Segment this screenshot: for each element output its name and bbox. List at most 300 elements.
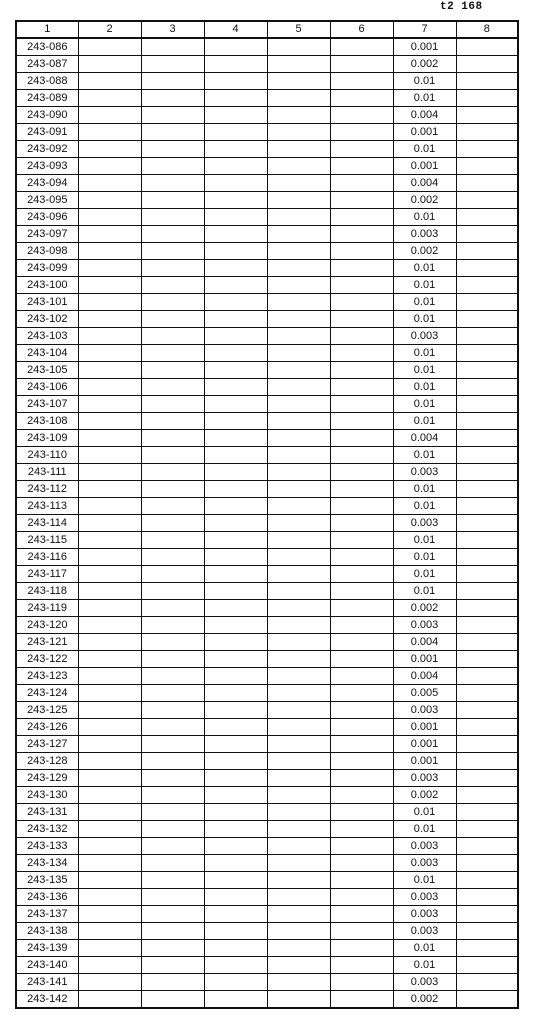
- empty-cell: [204, 430, 267, 447]
- table-row: [16, 651, 518, 668]
- table-row: [16, 124, 518, 141]
- empty-cell: [456, 940, 518, 957]
- table-row: [16, 294, 518, 311]
- empty-cell: [78, 855, 141, 872]
- row-id-cell: 243-088: [16, 73, 78, 90]
- empty-cell: [78, 549, 141, 566]
- empty-cell: [204, 838, 267, 855]
- empty-cell: [330, 481, 393, 498]
- row-id-cell: 243-139: [16, 940, 78, 957]
- empty-cell: [267, 549, 330, 566]
- row-value-cell: 0.01: [393, 957, 456, 974]
- table-row: [16, 566, 518, 583]
- row-value-cell: 0.001: [393, 124, 456, 141]
- empty-cell: [78, 396, 141, 413]
- empty-cell: [456, 685, 518, 702]
- empty-cell: [456, 957, 518, 974]
- empty-cell: [78, 498, 141, 515]
- empty-cell: [78, 209, 141, 226]
- empty-cell: [456, 753, 518, 770]
- row-value-cell: 0.002: [393, 243, 456, 260]
- empty-cell: [78, 719, 141, 736]
- empty-cell: [204, 107, 267, 124]
- table-row: [16, 753, 518, 770]
- empty-cell: [204, 583, 267, 600]
- row-value-cell: 0.004: [393, 668, 456, 685]
- table-row: [16, 447, 518, 464]
- empty-cell: [78, 651, 141, 668]
- empty-cell: [267, 532, 330, 549]
- empty-cell: [267, 651, 330, 668]
- empty-cell: [267, 804, 330, 821]
- row-value-cell: 0.01: [393, 277, 456, 294]
- empty-cell: [141, 124, 204, 141]
- empty-cell: [267, 90, 330, 107]
- empty-cell: [78, 838, 141, 855]
- empty-cell: [267, 379, 330, 396]
- empty-cell: [330, 294, 393, 311]
- empty-cell: [267, 226, 330, 243]
- row-value-cell: 0.002: [393, 56, 456, 73]
- header-row: [16, 21, 518, 38]
- table-row: [16, 430, 518, 447]
- empty-cell: [330, 974, 393, 991]
- empty-cell: [141, 294, 204, 311]
- empty-cell: [267, 770, 330, 787]
- empty-cell: [141, 396, 204, 413]
- empty-cell: [204, 90, 267, 107]
- table-row: [16, 600, 518, 617]
- empty-cell: [141, 957, 204, 974]
- row-value-cell: 0.01: [393, 209, 456, 226]
- row-id-cell: 243-114: [16, 515, 78, 532]
- empty-cell: [330, 209, 393, 226]
- empty-cell: [267, 702, 330, 719]
- row-value-cell: 0.003: [393, 617, 456, 634]
- empty-cell: [78, 294, 141, 311]
- empty-cell: [141, 872, 204, 889]
- empty-cell: [78, 430, 141, 447]
- row-id-cell: 243-086: [16, 38, 78, 56]
- empty-cell: [267, 311, 330, 328]
- empty-cell: [141, 583, 204, 600]
- row-id-cell: 243-137: [16, 906, 78, 923]
- empty-cell: [330, 107, 393, 124]
- empty-cell: [456, 107, 518, 124]
- empty-cell: [141, 107, 204, 124]
- empty-cell: [78, 158, 141, 175]
- empty-cell: [330, 413, 393, 430]
- row-id-cell: 243-112: [16, 481, 78, 498]
- empty-cell: [330, 515, 393, 532]
- table-row: [16, 379, 518, 396]
- table-row: [16, 73, 518, 90]
- column-header-4: 4: [204, 21, 267, 38]
- table-row: [16, 617, 518, 634]
- table-row: [16, 311, 518, 328]
- row-value-cell: 0.01: [393, 566, 456, 583]
- empty-cell: [330, 277, 393, 294]
- empty-cell: [78, 379, 141, 396]
- empty-cell: [330, 379, 393, 396]
- empty-cell: [141, 413, 204, 430]
- row-id-cell: 243-129: [16, 770, 78, 787]
- empty-cell: [204, 736, 267, 753]
- empty-cell: [456, 209, 518, 226]
- empty-cell: [267, 685, 330, 702]
- row-id-cell: 243-141: [16, 974, 78, 991]
- empty-cell: [141, 158, 204, 175]
- empty-cell: [456, 702, 518, 719]
- empty-cell: [204, 770, 267, 787]
- empty-cell: [267, 464, 330, 481]
- empty-cell: [456, 923, 518, 940]
- row-value-cell: 0.002: [393, 787, 456, 804]
- empty-cell: [204, 192, 267, 209]
- empty-cell: [204, 906, 267, 923]
- empty-cell: [456, 515, 518, 532]
- empty-cell: [267, 294, 330, 311]
- empty-cell: [78, 923, 141, 940]
- empty-cell: [204, 226, 267, 243]
- row-value-cell: 0.01: [393, 73, 456, 90]
- row-value-cell: 0.01: [393, 940, 456, 957]
- table-row: [16, 804, 518, 821]
- row-id-cell: 243-093: [16, 158, 78, 175]
- empty-cell: [204, 719, 267, 736]
- empty-cell: [141, 243, 204, 260]
- row-value-cell: 0.001: [393, 158, 456, 175]
- empty-cell: [204, 855, 267, 872]
- table-row: [16, 532, 518, 549]
- empty-cell: [78, 124, 141, 141]
- empty-cell: [456, 158, 518, 175]
- empty-cell: [204, 413, 267, 430]
- row-id-cell: 243-136: [16, 889, 78, 906]
- empty-cell: [267, 158, 330, 175]
- empty-cell: [267, 668, 330, 685]
- empty-cell: [204, 396, 267, 413]
- column-header-1: 1: [16, 21, 78, 38]
- column-header-2: 2: [78, 21, 141, 38]
- empty-cell: [456, 328, 518, 345]
- row-id-cell: 243-103: [16, 328, 78, 345]
- empty-cell: [141, 906, 204, 923]
- column-header-3: 3: [141, 21, 204, 38]
- empty-cell: [204, 566, 267, 583]
- empty-cell: [456, 192, 518, 209]
- empty-cell: [267, 430, 330, 447]
- table-row: [16, 38, 518, 56]
- table-row: [16, 549, 518, 566]
- row-id-cell: 243-117: [16, 566, 78, 583]
- table-row: [16, 56, 518, 73]
- table-row: [16, 277, 518, 294]
- table-row: [16, 838, 518, 855]
- empty-cell: [78, 940, 141, 957]
- empty-cell: [141, 787, 204, 804]
- empty-cell: [78, 90, 141, 107]
- row-id-cell: 243-100: [16, 277, 78, 294]
- empty-cell: [330, 464, 393, 481]
- table-row: [16, 872, 518, 889]
- table-row: [16, 906, 518, 923]
- empty-cell: [204, 362, 267, 379]
- empty-cell: [330, 617, 393, 634]
- empty-cell: [267, 107, 330, 124]
- empty-cell: [141, 702, 204, 719]
- empty-cell: [267, 838, 330, 855]
- empty-cell: [330, 685, 393, 702]
- empty-cell: [204, 991, 267, 1009]
- empty-cell: [456, 175, 518, 192]
- empty-cell: [330, 719, 393, 736]
- empty-cell: [78, 617, 141, 634]
- row-value-cell: 0.003: [393, 770, 456, 787]
- row-value-cell: 0.002: [393, 192, 456, 209]
- table-row: [16, 260, 518, 277]
- row-value-cell: 0.01: [393, 311, 456, 328]
- row-value-cell: 0.01: [393, 498, 456, 515]
- empty-cell: [204, 379, 267, 396]
- empty-cell: [330, 889, 393, 906]
- empty-cell: [204, 260, 267, 277]
- empty-cell: [456, 855, 518, 872]
- table-row: [16, 855, 518, 872]
- empty-cell: [204, 243, 267, 260]
- table-row: [16, 481, 518, 498]
- empty-cell: [78, 192, 141, 209]
- row-value-cell: 0.003: [393, 328, 456, 345]
- table-body: [16, 38, 518, 1008]
- table-row: [16, 634, 518, 651]
- table-row: [16, 396, 518, 413]
- table-row: [16, 413, 518, 430]
- empty-cell: [141, 532, 204, 549]
- row-value-cell: 0.004: [393, 634, 456, 651]
- empty-cell: [456, 498, 518, 515]
- row-value-cell: 0.01: [393, 413, 456, 430]
- empty-cell: [78, 73, 141, 90]
- row-id-cell: 243-091: [16, 124, 78, 141]
- empty-cell: [330, 260, 393, 277]
- empty-cell: [204, 141, 267, 158]
- empty-cell: [330, 736, 393, 753]
- row-value-cell: 0.004: [393, 175, 456, 192]
- row-id-cell: 243-118: [16, 583, 78, 600]
- column-header-8: 8: [456, 21, 518, 38]
- empty-cell: [141, 889, 204, 906]
- row-value-cell: 0.001: [393, 719, 456, 736]
- empty-cell: [204, 923, 267, 940]
- row-id-cell: 243-126: [16, 719, 78, 736]
- empty-cell: [267, 923, 330, 940]
- empty-cell: [456, 277, 518, 294]
- table-row: [16, 821, 518, 838]
- empty-cell: [141, 38, 204, 56]
- empty-cell: [204, 702, 267, 719]
- table-row: [16, 940, 518, 957]
- empty-cell: [267, 243, 330, 260]
- empty-cell: [267, 209, 330, 226]
- empty-cell: [267, 821, 330, 838]
- empty-cell: [78, 481, 141, 498]
- empty-cell: [330, 243, 393, 260]
- empty-cell: [204, 872, 267, 889]
- table-row: [16, 974, 518, 991]
- empty-cell: [204, 345, 267, 362]
- empty-cell: [330, 702, 393, 719]
- empty-cell: [141, 141, 204, 158]
- empty-cell: [267, 753, 330, 770]
- empty-cell: [330, 158, 393, 175]
- empty-cell: [330, 226, 393, 243]
- empty-cell: [141, 685, 204, 702]
- row-value-cell: 0.001: [393, 38, 456, 56]
- empty-cell: [456, 651, 518, 668]
- empty-cell: [330, 498, 393, 515]
- row-value-cell: 0.003: [393, 923, 456, 940]
- empty-cell: [267, 141, 330, 158]
- empty-cell: [330, 957, 393, 974]
- empty-cell: [456, 770, 518, 787]
- empty-cell: [78, 175, 141, 192]
- empty-cell: [204, 464, 267, 481]
- empty-cell: [456, 464, 518, 481]
- empty-cell: [78, 447, 141, 464]
- row-id-cell: 243-142: [16, 991, 78, 1009]
- table-row: [16, 923, 518, 940]
- empty-cell: [267, 498, 330, 515]
- table-row: [16, 328, 518, 345]
- row-value-cell: 0.004: [393, 107, 456, 124]
- empty-cell: [204, 73, 267, 90]
- empty-cell: [78, 685, 141, 702]
- empty-cell: [204, 311, 267, 328]
- empty-cell: [267, 974, 330, 991]
- row-value-cell: 0.01: [393, 583, 456, 600]
- row-value-cell: 0.01: [393, 141, 456, 158]
- row-id-cell: 243-089: [16, 90, 78, 107]
- empty-cell: [78, 56, 141, 73]
- empty-cell: [456, 73, 518, 90]
- empty-cell: [141, 821, 204, 838]
- empty-cell: [204, 56, 267, 73]
- row-value-cell: 0.004: [393, 430, 456, 447]
- empty-cell: [456, 532, 518, 549]
- row-value-cell: 0.01: [393, 481, 456, 498]
- empty-cell: [330, 651, 393, 668]
- empty-cell: [141, 345, 204, 362]
- table-row: [16, 719, 518, 736]
- empty-cell: [78, 260, 141, 277]
- empty-cell: [267, 277, 330, 294]
- empty-cell: [330, 566, 393, 583]
- row-id-cell: 243-096: [16, 209, 78, 226]
- row-value-cell: 0.01: [393, 396, 456, 413]
- empty-cell: [267, 175, 330, 192]
- row-id-cell: 243-123: [16, 668, 78, 685]
- empty-cell: [456, 56, 518, 73]
- row-id-cell: 243-109: [16, 430, 78, 447]
- empty-cell: [456, 668, 518, 685]
- row-value-cell: 0.01: [393, 362, 456, 379]
- empty-cell: [456, 889, 518, 906]
- empty-cell: [456, 379, 518, 396]
- table-row: [16, 702, 518, 719]
- empty-cell: [141, 328, 204, 345]
- row-value-cell: 0.01: [393, 90, 456, 107]
- row-id-cell: 243-095: [16, 192, 78, 209]
- row-id-cell: 243-140: [16, 957, 78, 974]
- empty-cell: [204, 651, 267, 668]
- data-table: [15, 20, 519, 1009]
- row-id-cell: 243-132: [16, 821, 78, 838]
- empty-cell: [456, 736, 518, 753]
- row-id-cell: 243-128: [16, 753, 78, 770]
- empty-cell: [456, 583, 518, 600]
- row-id-cell: 243-102: [16, 311, 78, 328]
- empty-cell: [204, 940, 267, 957]
- empty-cell: [204, 447, 267, 464]
- empty-cell: [141, 56, 204, 73]
- empty-cell: [141, 719, 204, 736]
- row-id-cell: 243-125: [16, 702, 78, 719]
- row-id-cell: 243-105: [16, 362, 78, 379]
- table-row: [16, 345, 518, 362]
- table-row: [16, 107, 518, 124]
- empty-cell: [78, 413, 141, 430]
- row-value-cell: 0.003: [393, 226, 456, 243]
- row-id-cell: 243-099: [16, 260, 78, 277]
- row-value-cell: 0.001: [393, 651, 456, 668]
- empty-cell: [141, 940, 204, 957]
- empty-cell: [141, 379, 204, 396]
- empty-cell: [78, 141, 141, 158]
- table-row: [16, 583, 518, 600]
- table-row: [16, 362, 518, 379]
- empty-cell: [330, 855, 393, 872]
- row-id-cell: 243-104: [16, 345, 78, 362]
- table-row: [16, 991, 518, 1009]
- empty-cell: [204, 124, 267, 141]
- empty-cell: [78, 38, 141, 56]
- empty-cell: [330, 940, 393, 957]
- empty-cell: [78, 787, 141, 804]
- empty-cell: [141, 668, 204, 685]
- empty-cell: [330, 634, 393, 651]
- table-row: [16, 770, 518, 787]
- row-id-cell: 243-101: [16, 294, 78, 311]
- empty-cell: [267, 736, 330, 753]
- table-row: [16, 668, 518, 685]
- empty-cell: [456, 991, 518, 1009]
- empty-cell: [456, 906, 518, 923]
- empty-cell: [330, 753, 393, 770]
- empty-cell: [78, 906, 141, 923]
- row-value-cell: 0.01: [393, 549, 456, 566]
- empty-cell: [78, 668, 141, 685]
- empty-cell: [78, 464, 141, 481]
- row-value-cell: 0.01: [393, 294, 456, 311]
- empty-cell: [78, 583, 141, 600]
- empty-cell: [456, 804, 518, 821]
- row-value-cell: 0.01: [393, 447, 456, 464]
- row-id-cell: 243-092: [16, 141, 78, 158]
- empty-cell: [456, 226, 518, 243]
- empty-cell: [78, 804, 141, 821]
- row-value-cell: 0.003: [393, 464, 456, 481]
